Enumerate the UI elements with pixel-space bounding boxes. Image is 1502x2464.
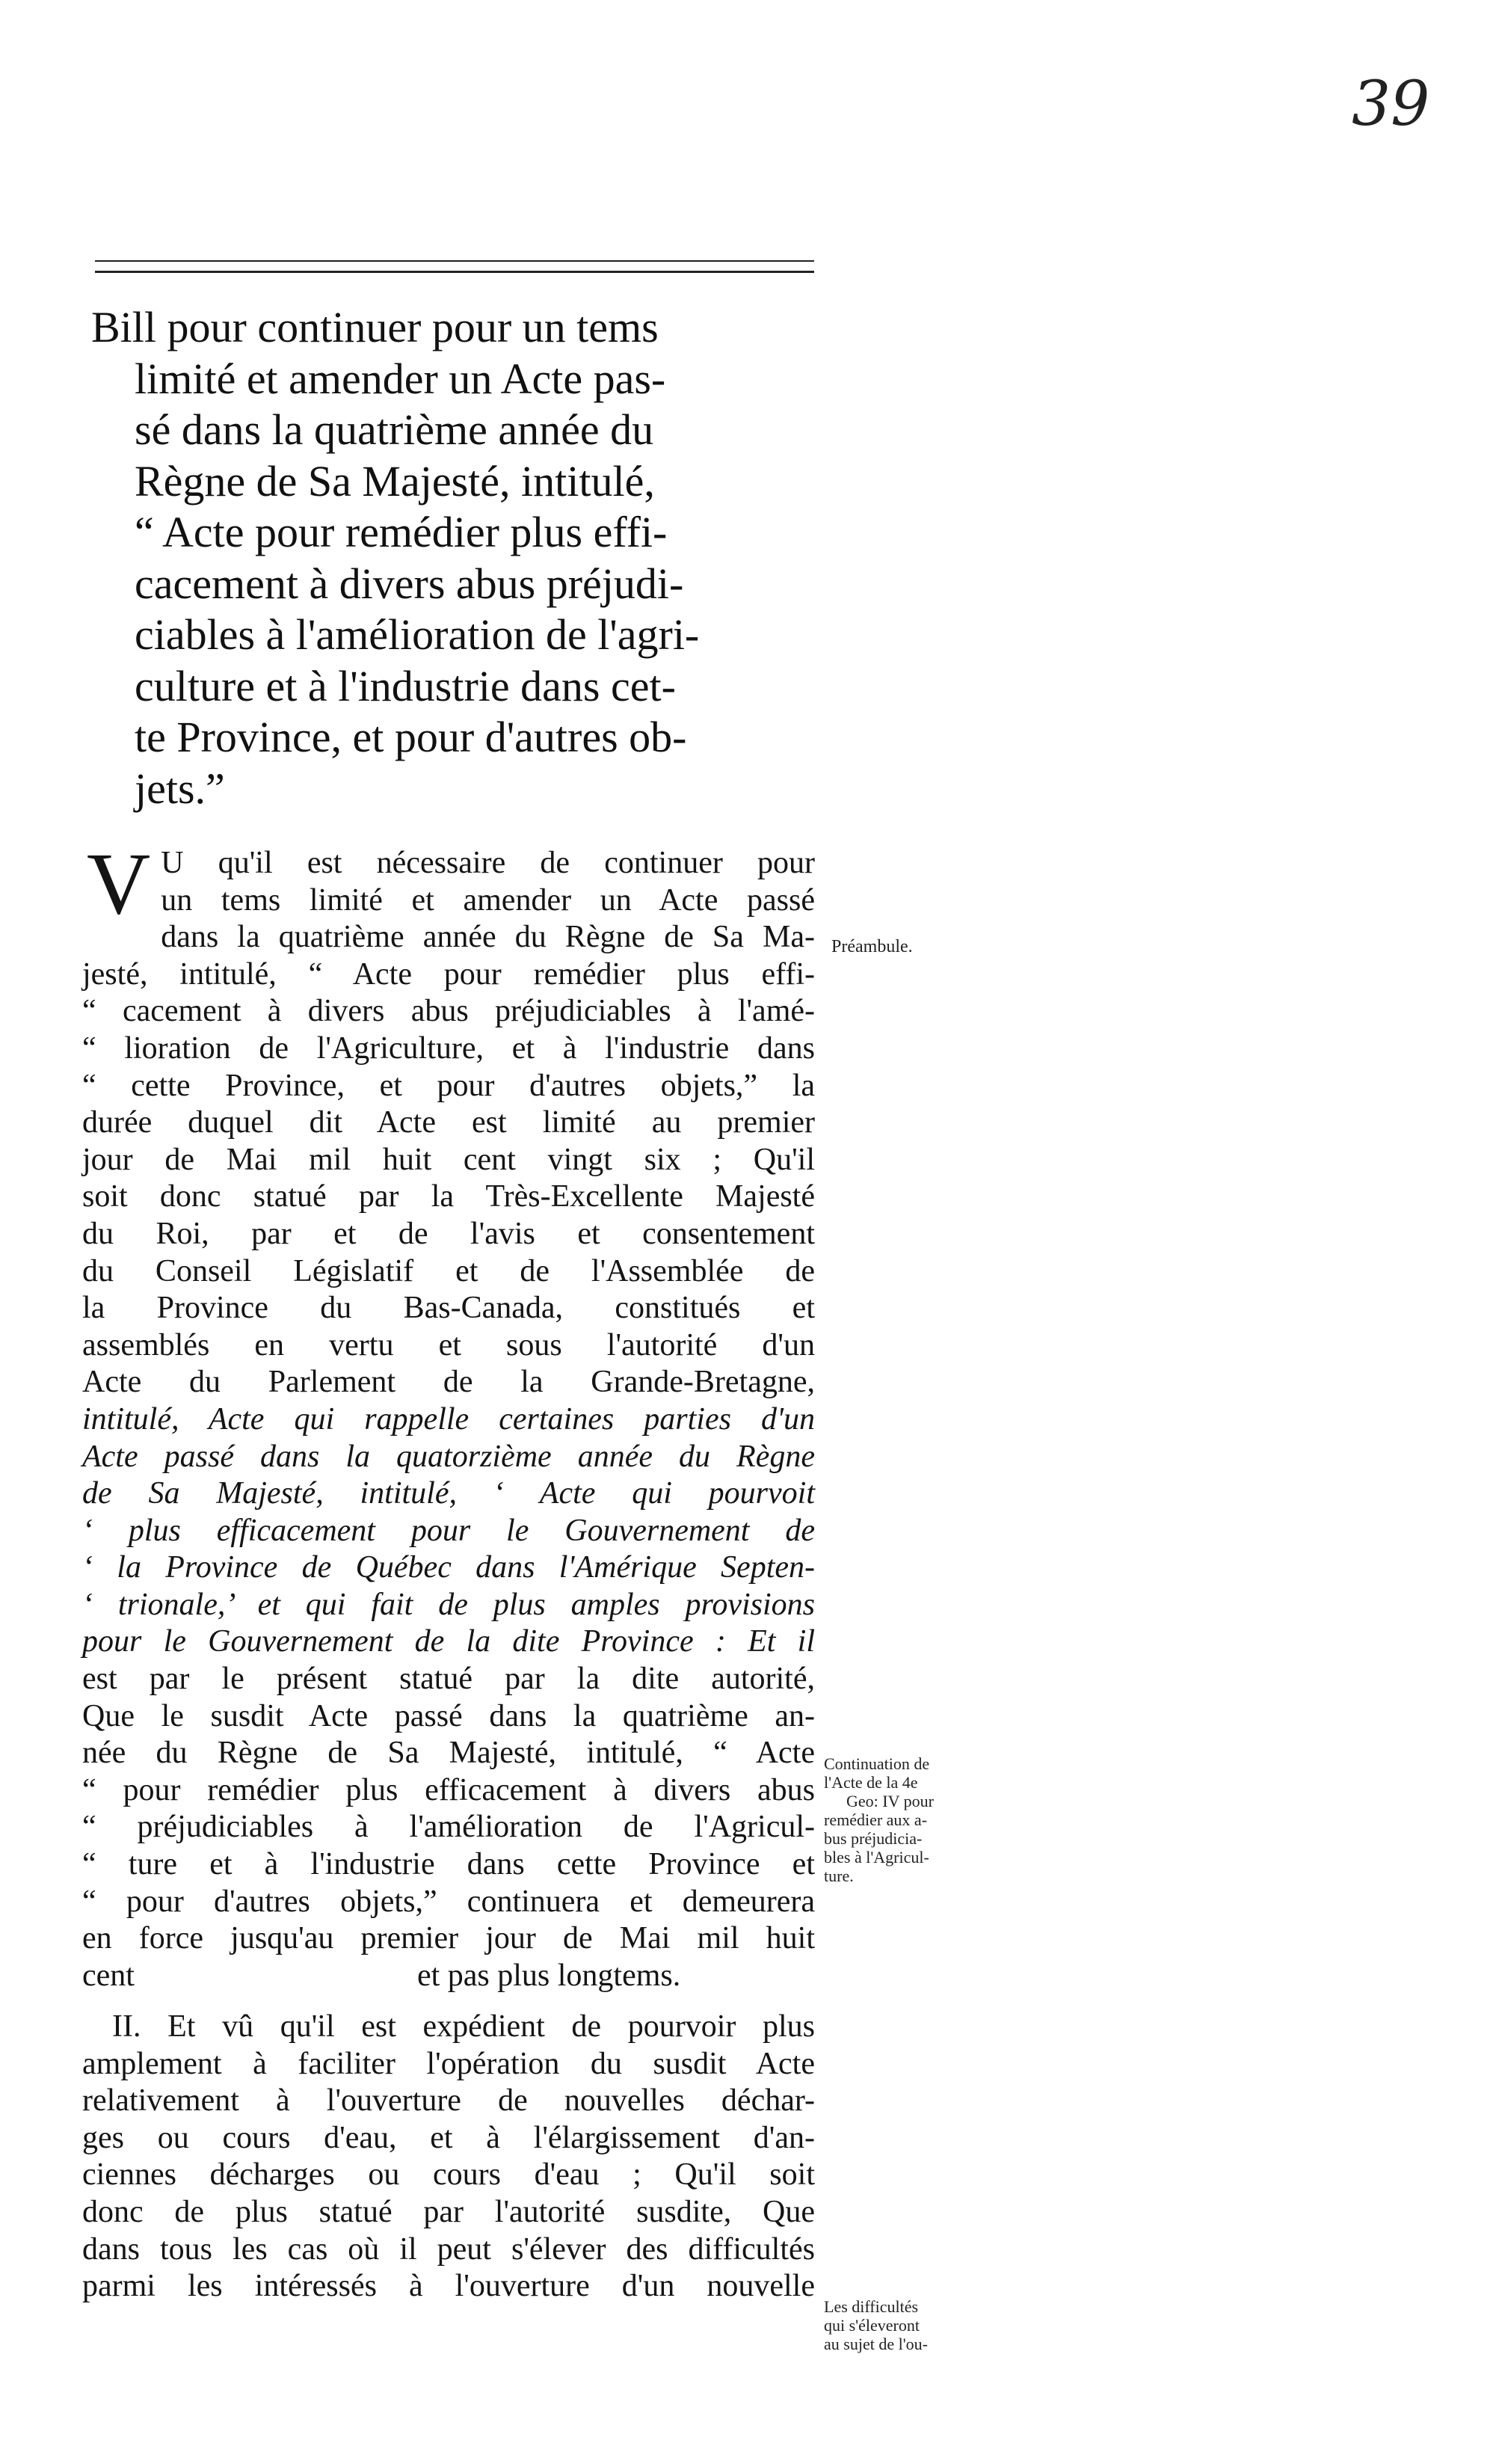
body-line: parmi les intéressés à l'ouverture d'un nouvelle bbox=[82, 2269, 815, 2304]
margin-note-line: ture. bbox=[824, 1867, 854, 1885]
drop-cap: V bbox=[87, 835, 151, 933]
margin-note-line: au sujet de l'ou- bbox=[824, 2335, 928, 2353]
title-line: limité et amender un Acte pas- bbox=[135, 354, 666, 403]
title-line: sé dans la quatrième année du bbox=[135, 405, 654, 454]
title-line: ciables à l'amélioration de l'agri- bbox=[135, 610, 700, 659]
body-line: “ préjudiciables à l'amélioration de l'Agricul- bbox=[82, 1810, 815, 1845]
body-line: U qu'il est nécessaire de continuer pour bbox=[161, 846, 815, 880]
body-line: de Sa Majesté, intitulé, ‘ Acte qui pourvoit bbox=[82, 1476, 815, 1511]
body-line: ‘ plus efficacement pour le Gouvernement de bbox=[82, 1513, 815, 1548]
margin-note-preamble: Préambule. bbox=[831, 937, 913, 956]
title-line: Bill pour continuer pour un tems bbox=[91, 303, 659, 351]
margin-note-line: qui s'éleveront bbox=[824, 2316, 920, 2335]
margin-note-line: bus préjudicia- bbox=[824, 1829, 923, 1848]
body-line: du Roi, par et de l'avis et consentement bbox=[82, 1216, 815, 1251]
body-line: du Conseil Législatif et de l'Assemblée de bbox=[82, 1253, 815, 1288]
margin-note-line: remédier aux a- bbox=[824, 1810, 928, 1829]
margin-note-difficultes bbox=[824, 2297, 988, 2353]
section-ii-text bbox=[82, 2009, 815, 2305]
body-line: “ ture et à l'industrie dans cette Province et bbox=[82, 1847, 815, 1882]
body-line: “ cacement à divers abus préjudiciables à l'amé- bbox=[82, 994, 815, 1029]
margin-note-line: Les difficultés bbox=[824, 2297, 919, 2316]
title-line: te Province, et pour d'autres ob- bbox=[135, 713, 687, 761]
header-rule-bottom bbox=[95, 271, 814, 273]
body-line: soit donc statué par la Très-Excellente Majesté bbox=[82, 1179, 815, 1214]
margin-note-line: Continuation de bbox=[824, 1754, 930, 1773]
body-line: relativement à l'ouverture de nouvelles déchar- bbox=[82, 2083, 815, 2119]
body-line: dans la quatrième année du Règne de Sa Ma- bbox=[161, 920, 815, 955]
body-line: née du Règne de Sa Majesté, intitulé, “ Acte bbox=[82, 1736, 815, 1771]
body-line: ‘ trionale,’ et qui fait de plus amples provisions bbox=[82, 1587, 815, 1622]
body-line: un tems limité et amender un Acte passé bbox=[161, 882, 815, 918]
margin-note-line: l'Acte de la 4e bbox=[824, 1773, 918, 1792]
body-line: “ pour d'autres objets,” continuera et demeurera bbox=[82, 1884, 815, 1919]
body-line: dans tous les cas où il peut s'élever des difficultés bbox=[82, 2231, 815, 2267]
body-line: “ lioration de l'Agriculture, et à l'industrie dans bbox=[82, 1030, 815, 1066]
body-line: “ cette Province, et pour d'autres objets,” la bbox=[82, 1068, 815, 1103]
body-line: donc de plus statué par l'autorité susdite, Que bbox=[82, 2194, 815, 2229]
body-line: pour le Gouvernement de la dite Province : Et il bbox=[82, 1624, 815, 1659]
body-line: ges ou cours d'eau, et à l'élargissement d'an- bbox=[82, 2120, 815, 2155]
body-line: assemblés en vertu et sous l'autorité d'un bbox=[82, 1327, 815, 1362]
body-line: “ pour remédier plus efficacement à divers abus bbox=[82, 1772, 815, 1807]
title-line: “ Acte pour remédier plus effi- bbox=[135, 508, 668, 556]
page-number: 39 bbox=[1352, 69, 1430, 140]
title-line: cacement à divers abus préjudi- bbox=[135, 559, 684, 608]
preamble-text bbox=[82, 835, 815, 1994]
body-line: intitulé, Acte qui rappelle certaines parties d'un bbox=[82, 1401, 815, 1437]
margin-note-line: Geo: IV pour bbox=[846, 1792, 934, 1810]
body-line: jesté, intitulé, “ Acte pour remédier plus effi- bbox=[82, 956, 815, 992]
margin-note-continuation bbox=[824, 1754, 988, 1885]
title-line: culture et à l'industrie dans cet- bbox=[135, 661, 676, 710]
body-line: ciennes décharges ou cours d'eau ; Qu'il soit bbox=[82, 2157, 815, 2193]
header-rule-top bbox=[95, 260, 814, 262]
body-line: amplement à faciliter l'opération du susdit Acte bbox=[82, 2046, 815, 2081]
title-line: jets.” bbox=[135, 764, 225, 813]
body-line: en force jusqu'au premier jour de Mai mil huit bbox=[82, 1921, 815, 1956]
body-line: Acte du Parlement de la Grande-Bretagne, bbox=[82, 1365, 815, 1400]
body-line: cent et pas plus longtems. bbox=[82, 1958, 681, 1993]
body-line: durée duquel dit Acte est limité au premier bbox=[82, 1105, 815, 1140]
body-line: II. Et vû qu'il est expédient de pourvoir plus bbox=[112, 2009, 815, 2044]
bill-title bbox=[91, 302, 824, 814]
body-line: la Province du Bas-Canada, constitués et bbox=[82, 1291, 815, 1326]
body-line: Que le susdit Acte passé dans la quatrième an- bbox=[82, 1698, 815, 1733]
body-line: ‘ la Province de Québec dans l'Amérique Septen- bbox=[82, 1550, 815, 1585]
body-line: jour de Mai mil huit cent vingt six ; Qu'il bbox=[82, 1142, 815, 1177]
title-line: Règne de Sa Majesté, intitulé, bbox=[135, 456, 655, 506]
body-line: est par le présent statué par la dite autorité, bbox=[82, 1662, 815, 1697]
margin-note-line: bles à l'Agricul- bbox=[824, 1848, 929, 1867]
body-line: Acte passé dans la quatorzième année du Règne bbox=[82, 1439, 815, 1474]
